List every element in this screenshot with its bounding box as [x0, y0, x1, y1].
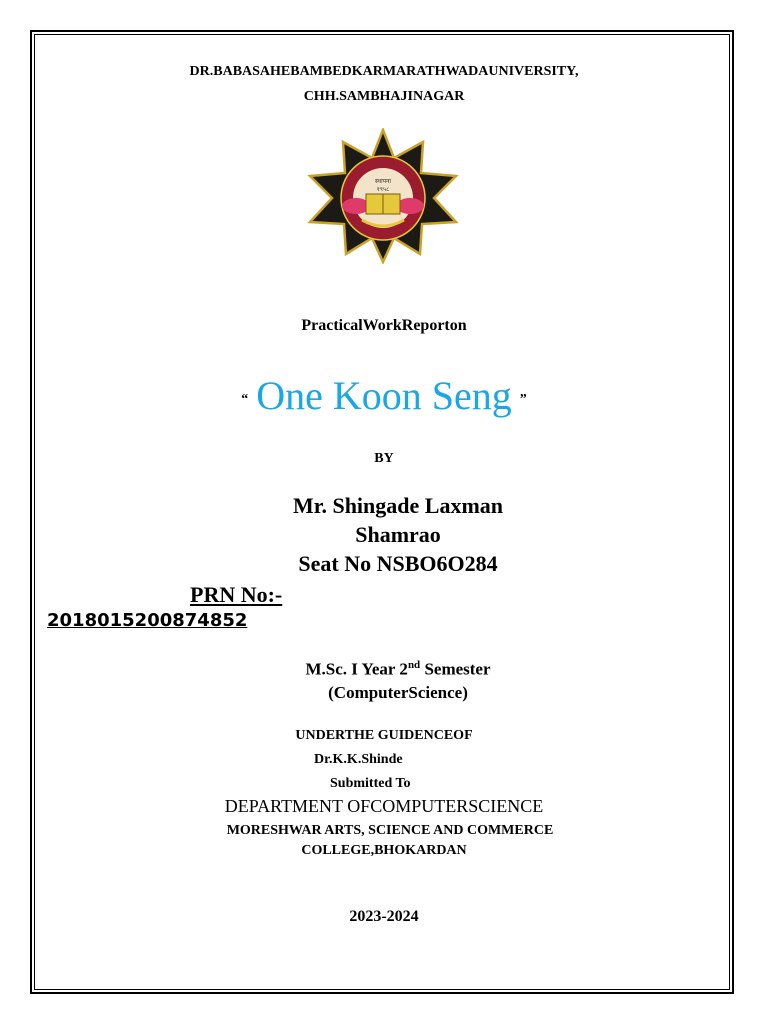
submitted-to-label: Submitted To: [330, 776, 411, 791]
course-year: [14, 659, 768, 680]
report-title-line: [0, 372, 768, 419]
student-name-line1: Mr. Shingade Laxman: [292, 493, 504, 518]
report-intro: PracticalWorkReporton: [301, 317, 467, 334]
university-seal-emblem: [304, 128, 462, 264]
student-name-line2: Shamrao: [355, 522, 441, 547]
by-label: BY: [374, 451, 394, 466]
prn-label: PRN No:-: [190, 582, 283, 607]
seat-number: Seat No NSBO6O284: [298, 551, 498, 576]
guide-name: Dr.K.K.Shinde: [314, 752, 403, 767]
academic-year: 2023-2024: [349, 908, 419, 925]
university-city: CHH.SAMBHAJINAGAR: [303, 89, 465, 104]
prn-number: 2018015200874852: [47, 610, 248, 631]
close-quote: ”: [519, 391, 527, 407]
open-quote: “: [241, 391, 249, 407]
course-year-suffix: Semester: [420, 659, 491, 679]
course-year-prefix: M.Sc. I Year 2: [305, 659, 408, 679]
department-name: DEPARTMENT OFCOMPUTERSCIENCE: [224, 796, 544, 816]
university-name: DR.BABASAHEBAMBEDKARMARATHWADAUNIVERSITY,: [189, 64, 579, 79]
seal-top-text: स्थापना: [375, 179, 391, 185]
college-name-line2: COLLEGE,BHOKARDAN: [301, 843, 467, 858]
guidance-heading: UNDERTHE GUIDENCEOF: [295, 728, 473, 743]
course-subject: (ComputerScience): [328, 683, 468, 702]
seal-year-text: १९५८: [376, 187, 390, 193]
college-name-line1: MORESHWAR ARTS, SCIENCE AND COMMERCE: [226, 823, 554, 838]
report-title: One Koon Seng: [256, 373, 512, 418]
course-year-sup: nd: [407, 659, 421, 671]
